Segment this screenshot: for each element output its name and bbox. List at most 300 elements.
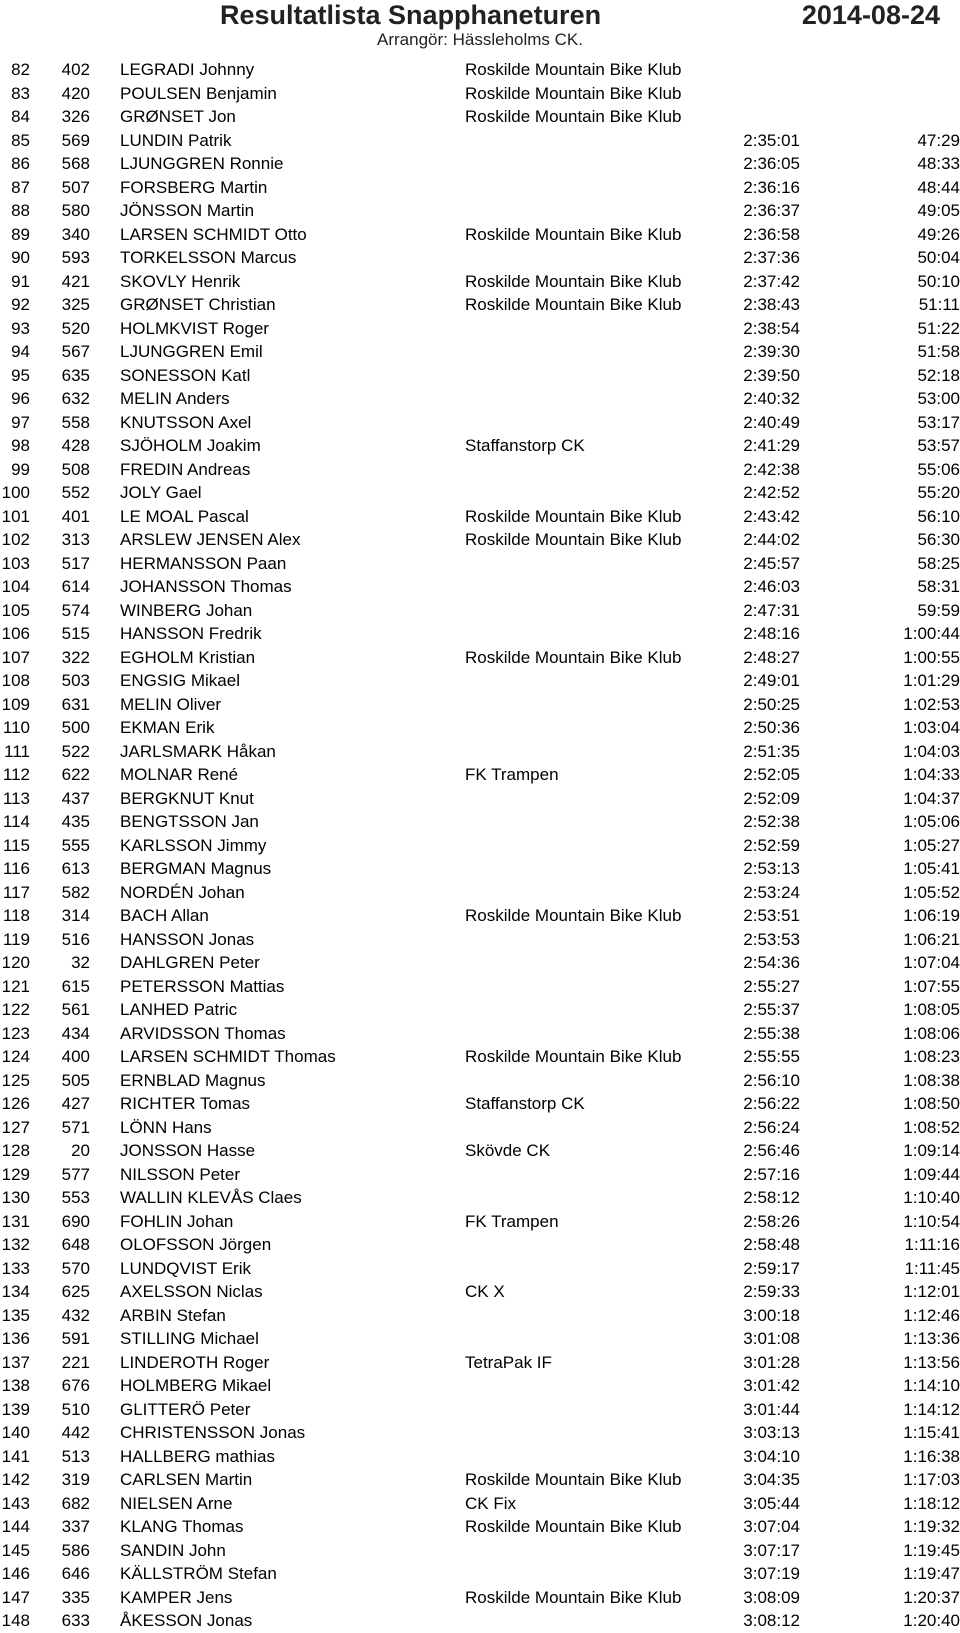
result-diff: 1:01:29	[903, 671, 960, 690]
result-name: EKMAN Erik	[120, 718, 215, 737]
result-time: 3:01:44	[743, 1399, 800, 1419]
result-place: 115	[2, 835, 30, 855]
result-bib: 402	[61, 60, 90, 79]
result-place: 133	[1, 1258, 30, 1278]
result-time: 2:39:30	[743, 342, 800, 361]
result-bib: 400	[61, 1047, 90, 1066]
result-name: ÅKESSON Jonas	[120, 1611, 253, 1630]
result-diff: 49:05	[917, 201, 960, 220]
result-time: 3:07:19	[743, 1564, 800, 1583]
result-name: HANSSON Jonas	[120, 929, 255, 949]
result-diff: 49:26	[917, 224, 960, 244]
result-name: LJUNGGREN Emil	[120, 342, 263, 361]
result-bib: 319	[61, 1470, 90, 1489]
result-time: 2:42:52	[743, 483, 800, 502]
result-name: BENGTSSON Jan	[120, 812, 259, 831]
table-row	[0, 1351, 960, 1375]
result-diff: 1:12:46	[903, 1305, 960, 1325]
result-place: 144	[1, 1517, 30, 1536]
result-time: 2:36:37	[743, 201, 800, 220]
result-bib: 553	[61, 1188, 90, 1207]
result-place: 146	[1, 1564, 30, 1583]
result-place: 96	[11, 389, 30, 408]
table-row	[0, 1562, 960, 1586]
result-bib: 561	[61, 1000, 90, 1019]
result-time: 3:07:17	[743, 1540, 800, 1560]
table-row	[0, 834, 960, 858]
table-row	[0, 1586, 960, 1610]
result-name: HOLMBERG Mikael	[120, 1376, 272, 1395]
result-bib: 586	[61, 1540, 90, 1560]
result-bib: 569	[61, 130, 90, 150]
result-name: BERGMAN Magnus	[120, 859, 272, 878]
result-time: 3:04:10	[743, 1446, 800, 1466]
result-diff: 58:31	[917, 577, 960, 596]
result-bib: 633	[61, 1611, 90, 1630]
result-place: 102	[1, 530, 30, 549]
result-bib: 221	[61, 1352, 90, 1372]
result-diff: 1:20:37	[903, 1587, 960, 1607]
result-time: 3:01:08	[743, 1329, 800, 1348]
result-time: 2:36:05	[743, 154, 800, 173]
result-place: 137	[1, 1352, 30, 1372]
result-place: 87	[11, 177, 30, 197]
result-bib: 613	[61, 859, 90, 878]
result-bib: 582	[61, 882, 90, 902]
result-name: JARLSMARK Håkan	[120, 741, 276, 761]
result-bib: 505	[61, 1070, 90, 1090]
result-bib: 508	[61, 459, 90, 479]
result-place: 116	[2, 859, 30, 878]
result-place: 100	[1, 483, 30, 502]
result-name: LARSEN SCHMIDT Thomas	[120, 1047, 336, 1066]
result-diff: 1:00:44	[903, 624, 960, 643]
result-place: 86	[11, 154, 30, 173]
result-place: 118	[2, 906, 30, 925]
result-club: Roskilde Mountain Bike Klub	[465, 1470, 682, 1489]
result-diff: 58:25	[917, 553, 960, 573]
result-diff: 1:04:03	[903, 741, 960, 761]
result-place: 104	[1, 577, 30, 596]
result-time: 2:58:12	[743, 1188, 800, 1207]
result-diff: 1:04:37	[903, 788, 960, 808]
result-diff: 1:19:32	[903, 1517, 960, 1536]
result-place: 123	[1, 1023, 30, 1043]
result-diff: 1:11:16	[904, 1235, 960, 1254]
result-time: 2:54:36	[743, 953, 800, 972]
result-name: FOHLIN Johan	[120, 1211, 234, 1231]
result-bib: 690	[61, 1211, 90, 1231]
result-time: 3:00:18	[743, 1305, 800, 1325]
result-time: 2:39:50	[743, 365, 800, 385]
result-place: 125	[1, 1070, 30, 1090]
result-club: Roskilde Mountain Bike Klub	[465, 1587, 682, 1607]
table-row	[0, 1280, 960, 1304]
table-row	[0, 505, 960, 529]
table-row	[0, 1492, 960, 1516]
page-title	[220, 0, 940, 32]
result-diff: 51:11	[918, 295, 960, 314]
result-time: 3:03:13	[743, 1423, 800, 1442]
result-time: 2:52:38	[743, 812, 800, 831]
table-row	[0, 1539, 960, 1563]
result-diff: 55:20	[917, 483, 960, 502]
result-time: 2:45:57	[743, 553, 800, 573]
result-time: 2:55:55	[743, 1047, 800, 1066]
result-bib: 615	[61, 976, 90, 996]
results-table	[0, 58, 960, 1633]
result-diff: 1:18:12	[903, 1493, 960, 1513]
result-time: 2:37:42	[743, 271, 800, 291]
page-header	[0, 0, 960, 58]
result-club: Skövde CK	[465, 1141, 551, 1160]
result-name: KÄLLSTRÖM Stefan	[120, 1564, 277, 1583]
result-time: 2:50:36	[743, 718, 800, 737]
result-place: 135	[1, 1305, 30, 1325]
result-time: 2:57:16	[743, 1164, 800, 1184]
result-bib: 631	[61, 694, 90, 714]
result-place: 101	[1, 506, 30, 526]
result-bib: 513	[61, 1446, 90, 1466]
result-time: 3:01:42	[743, 1376, 800, 1395]
result-name: WALLIN KLEVÅS Claes	[120, 1188, 302, 1207]
result-name: ERNBLAD Magnus	[120, 1070, 266, 1090]
table-row	[0, 1445, 960, 1469]
result-name: HERMANSSON Paan	[120, 553, 287, 573]
result-time: 3:05:44	[743, 1493, 800, 1513]
result-diff: 1:20:40	[903, 1611, 960, 1630]
result-place: 88	[11, 201, 30, 220]
result-diff: 1:08:38	[903, 1070, 960, 1090]
result-bib: 503	[61, 671, 90, 690]
result-name: JÖNSSON Martin	[120, 201, 255, 220]
table-row	[0, 810, 960, 834]
result-bib: 520	[61, 318, 90, 338]
table-row	[0, 1022, 960, 1046]
result-bib: 632	[61, 389, 90, 408]
result-club: CK X	[465, 1282, 505, 1301]
result-name: KARLSSON Jimmy	[120, 835, 267, 855]
result-bib: 340	[61, 224, 90, 244]
result-bib: 32	[71, 953, 90, 972]
result-diff: 1:07:55	[903, 976, 960, 996]
result-name: BERGKNUT Knut	[120, 788, 254, 808]
result-time: 2:37:36	[743, 248, 800, 267]
result-club: Roskilde Mountain Bike Klub	[465, 1517, 682, 1536]
table-row	[0, 1515, 960, 1539]
result-club: Staffanstorp CK	[465, 1094, 585, 1113]
result-bib: 427	[61, 1094, 90, 1113]
table-row	[0, 176, 960, 200]
result-bib: 420	[61, 83, 90, 103]
result-bib: 325	[61, 295, 90, 314]
result-diff: 1:05:27	[903, 835, 960, 855]
result-name: ARVIDSSON Thomas	[120, 1023, 286, 1043]
table-row	[0, 646, 960, 670]
result-place: 106	[1, 624, 30, 643]
result-name: GRØNSET Christian	[120, 295, 276, 314]
result-name: EGHOLM Kristian	[120, 647, 256, 667]
result-name: LUNDQVIST Erik	[120, 1258, 251, 1278]
result-club: Roskilde Mountain Bike Klub	[465, 295, 682, 314]
result-time: 2:59:33	[743, 1282, 800, 1301]
title-text: Resultatlista Snapphaneturen	[220, 0, 602, 30]
result-bib: 401	[61, 506, 90, 526]
result-diff: 53:17	[917, 412, 960, 432]
table-row	[0, 340, 960, 364]
result-time: 2:36:16	[743, 177, 800, 197]
result-bib: 568	[61, 154, 90, 173]
result-bib: 593	[61, 248, 90, 267]
result-name: GLITTERÖ Peter	[120, 1399, 251, 1419]
result-bib: 574	[61, 600, 90, 620]
result-diff: 1:09:14	[903, 1141, 960, 1160]
result-place: 142	[1, 1470, 30, 1489]
result-name: KLANG Thomas	[120, 1517, 244, 1536]
result-place: 93	[11, 318, 30, 338]
result-diff: 48:33	[917, 154, 960, 173]
result-time: 2:44:02	[743, 530, 800, 549]
result-place: 117	[2, 882, 30, 902]
result-name: LJUNGGREN Ronnie	[120, 154, 284, 173]
result-name: DAHLGREN Peter	[120, 953, 260, 972]
result-diff: 51:22	[917, 318, 960, 338]
result-diff: 50:10	[917, 271, 960, 291]
result-club: Roskilde Mountain Bike Klub	[465, 647, 682, 667]
table-row	[0, 270, 960, 294]
result-diff: 56:30	[917, 530, 960, 549]
result-bib: 622	[61, 765, 90, 784]
result-place: 130	[1, 1188, 30, 1207]
table-row	[0, 599, 960, 623]
result-diff: 51:58	[917, 342, 960, 361]
table-row	[0, 1139, 960, 1163]
table-row	[0, 998, 960, 1022]
result-place: 110	[2, 718, 30, 737]
result-name: AXELSSON Niclas	[120, 1282, 263, 1301]
result-time: 2:35:01	[743, 130, 800, 150]
result-time: 2:38:54	[743, 318, 800, 338]
table-row	[0, 411, 960, 435]
table-row	[0, 1163, 960, 1187]
result-diff: 1:15:41	[903, 1423, 960, 1442]
result-place: 128	[1, 1141, 30, 1160]
result-bib: 676	[61, 1376, 90, 1395]
result-bib: 442	[61, 1423, 90, 1442]
table-row	[0, 82, 960, 106]
result-diff: 1:06:21	[903, 929, 960, 949]
table-row	[0, 622, 960, 646]
result-time: 2:55:27	[743, 976, 800, 996]
result-place: 138	[1, 1376, 30, 1395]
result-place: 85	[11, 130, 30, 150]
table-row	[0, 881, 960, 905]
result-place: 134	[1, 1282, 30, 1301]
result-bib: 625	[61, 1282, 90, 1301]
result-time: 2:56:10	[743, 1070, 800, 1090]
result-time: 2:58:48	[743, 1235, 800, 1254]
result-time: 2:46:03	[743, 577, 800, 596]
result-time: 2:50:25	[743, 694, 800, 714]
result-time: 3:01:28	[743, 1352, 800, 1372]
table-row	[0, 904, 960, 928]
result-place: 114	[2, 812, 30, 831]
result-bib: 648	[61, 1235, 90, 1254]
result-bib: 567	[61, 342, 90, 361]
result-time: 2:52:05	[743, 765, 800, 784]
table-row	[0, 1069, 960, 1093]
result-club: Roskilde Mountain Bike Klub	[465, 83, 682, 103]
title-date: 2014-08-24	[801, 0, 940, 30]
result-place: 84	[11, 107, 30, 126]
result-bib: 515	[61, 624, 90, 643]
table-row	[0, 693, 960, 717]
result-place: 105	[1, 600, 30, 620]
result-club: CK Fix	[465, 1493, 516, 1513]
result-name: HOLMKVIST Roger	[120, 318, 269, 338]
result-name: LINDEROTH Roger	[120, 1352, 270, 1372]
result-time: 2:47:31	[743, 600, 800, 620]
table-row	[0, 1257, 960, 1281]
result-time: 2:52:09	[743, 788, 800, 808]
result-diff: 1:08:52	[903, 1117, 960, 1137]
result-diff: 1:10:40	[903, 1188, 960, 1207]
result-bib: 510	[61, 1399, 90, 1419]
table-row	[0, 458, 960, 482]
result-diff: 1:00:55	[903, 647, 960, 667]
result-diff: 1:16:38	[903, 1446, 960, 1466]
result-diff: 1:17:03	[903, 1470, 960, 1489]
result-name: MOLNAR René	[120, 765, 239, 784]
result-bib: 432	[61, 1305, 90, 1325]
result-place: 98	[11, 436, 30, 455]
table-row	[0, 552, 960, 576]
result-bib: 516	[61, 929, 90, 949]
result-club: Roskilde Mountain Bike Klub	[465, 224, 682, 244]
result-name: LANHED Patric	[120, 1000, 238, 1019]
result-bib: 570	[61, 1258, 90, 1278]
result-diff: 1:14:12	[903, 1399, 960, 1419]
result-diff: 1:05:52	[903, 882, 960, 902]
table-row	[0, 1233, 960, 1257]
result-name: MELIN Anders	[120, 389, 230, 408]
result-name: ENGSIG Mikael	[120, 671, 240, 690]
table-row	[0, 246, 960, 270]
result-diff: 47:29	[917, 130, 960, 150]
result-name: SONESSON Katl	[120, 365, 251, 385]
result-place: 83	[11, 83, 30, 103]
result-diff: 50:04	[917, 248, 960, 267]
result-diff: 56:10	[917, 506, 960, 526]
result-diff: 1:07:04	[903, 953, 960, 972]
result-time: 2:48:16	[743, 624, 800, 643]
result-time: 2:53:51	[743, 906, 800, 925]
result-time: 2:40:32	[743, 389, 800, 408]
result-place: 147	[1, 1587, 30, 1607]
result-bib: 577	[61, 1164, 90, 1184]
table-row	[0, 528, 960, 552]
result-bib: 507	[61, 177, 90, 197]
result-diff: 1:09:44	[903, 1164, 960, 1184]
table-row	[0, 1609, 960, 1633]
table-row	[0, 951, 960, 975]
result-bib: 20	[71, 1141, 90, 1160]
result-bib: 434	[61, 1023, 90, 1043]
result-place: 97	[11, 412, 30, 432]
result-place: 121	[1, 976, 30, 996]
result-name: FREDIN Andreas	[120, 459, 251, 479]
result-name: HALLBERG mathias	[120, 1446, 275, 1466]
table-row	[0, 1045, 960, 1069]
result-name: HANSSON Fredrik	[120, 624, 262, 643]
result-place: 143	[1, 1493, 30, 1513]
table-row	[0, 716, 960, 740]
table-row	[0, 223, 960, 247]
result-place: 111	[4, 741, 30, 761]
result-name: NORDÉN Johan	[120, 882, 245, 902]
result-diff: 1:14:10	[903, 1376, 960, 1395]
result-time: 3:08:09	[743, 1587, 800, 1607]
result-club: TetraPak IF	[465, 1352, 552, 1372]
result-bib: 580	[61, 201, 90, 220]
table-row	[0, 1304, 960, 1328]
result-name: STILLING Michael	[120, 1329, 259, 1348]
result-place: 140	[1, 1423, 30, 1442]
table-row	[0, 317, 960, 341]
result-club: Staffanstorp CK	[465, 436, 585, 455]
result-name: ARBIN Stefan	[120, 1305, 226, 1325]
result-name: TORKELSSON Marcus	[120, 248, 297, 267]
result-place: 90	[11, 248, 30, 267]
result-place: 127	[1, 1117, 30, 1137]
result-bib: 682	[61, 1493, 90, 1513]
result-name: LUNDIN Patrik	[120, 130, 232, 150]
table-row	[0, 1468, 960, 1492]
result-diff: 53:00	[917, 389, 960, 408]
result-time: 2:40:49	[743, 412, 800, 432]
result-place: 131	[1, 1211, 30, 1231]
result-club: FK Trampen	[465, 1211, 559, 1231]
result-name: KNUTSSON Axel	[120, 412, 252, 432]
result-diff: 1:08:06	[903, 1023, 960, 1043]
result-place: 92	[11, 295, 30, 314]
result-time: 2:58:26	[743, 1211, 800, 1231]
result-time: 2:53:24	[743, 882, 800, 902]
result-name: OLOFSSON Jörgen	[120, 1235, 272, 1254]
result-bib: 421	[61, 271, 90, 291]
result-place: 103	[1, 553, 30, 573]
table-row	[0, 105, 960, 129]
result-diff: 53:57	[917, 436, 960, 455]
result-place: 120	[1, 953, 30, 972]
result-bib: 614	[61, 577, 90, 596]
table-row	[0, 1421, 960, 1445]
result-diff: 1:08:05	[903, 1000, 960, 1019]
result-name: LÖNN Hans	[120, 1117, 212, 1137]
result-place: 126	[1, 1094, 30, 1113]
table-row	[0, 787, 960, 811]
result-diff: 59:59	[917, 600, 960, 620]
result-bib: 437	[61, 788, 90, 808]
result-diff: 1:04:33	[903, 765, 960, 784]
result-club: Roskilde Mountain Bike Klub	[465, 107, 682, 126]
table-row	[0, 575, 960, 599]
result-name: LARSEN SCHMIDT Otto	[120, 224, 307, 244]
result-time: 2:48:27	[743, 647, 800, 667]
table-row	[0, 199, 960, 223]
result-diff: 1:19:47	[903, 1564, 960, 1583]
result-club: Roskilde Mountain Bike Klub	[465, 60, 682, 79]
